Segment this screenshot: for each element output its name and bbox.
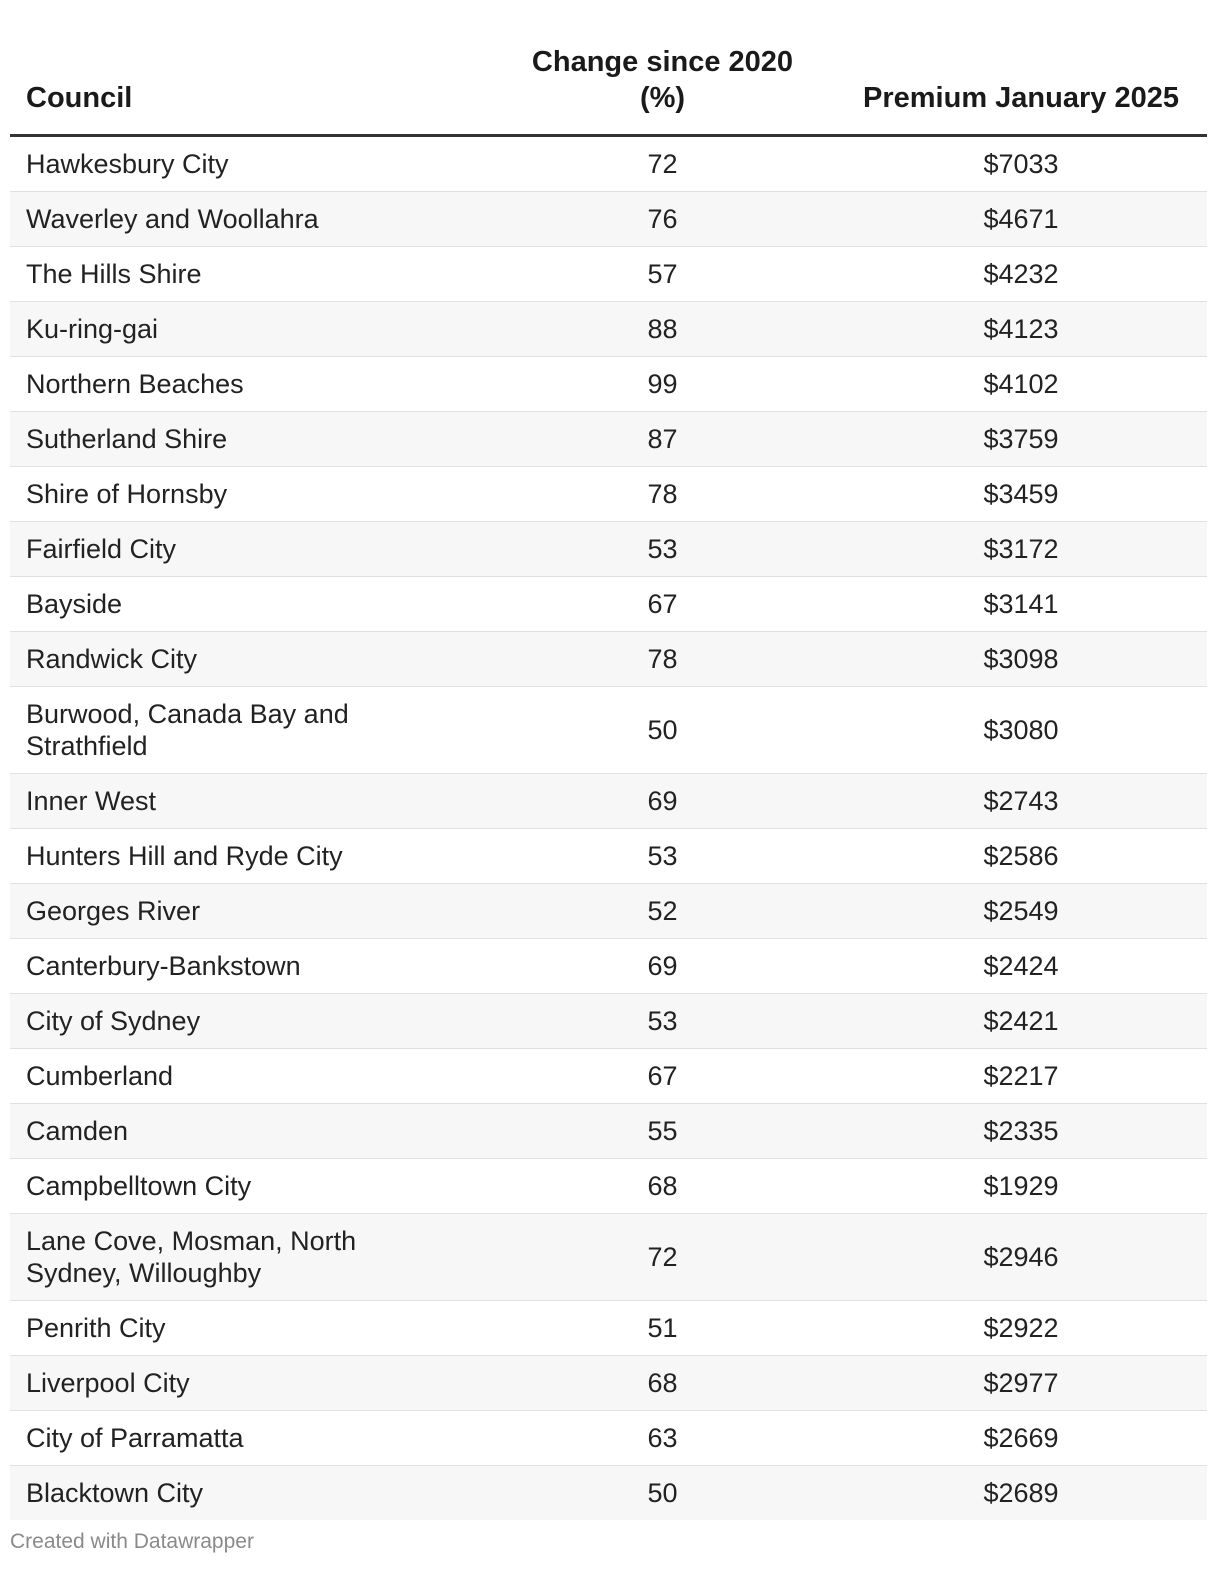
change-cell: 57 — [490, 247, 835, 302]
council-cell: Georges River — [10, 884, 490, 939]
change-cell: 53 — [490, 994, 835, 1049]
table-row — [10, 357, 1207, 412]
premium-cell: $2669 — [835, 1411, 1207, 1466]
table-row — [10, 1356, 1207, 1411]
table-row — [10, 247, 1207, 302]
premium-cell: $2549 — [835, 884, 1207, 939]
premium-cell: $2689 — [835, 1466, 1207, 1521]
change-cell: 76 — [490, 192, 835, 247]
change-cell: 67 — [490, 577, 835, 632]
council-cell: Canterbury-Bankstown — [10, 939, 490, 994]
council-cell: Ku-ring-gai — [10, 302, 490, 357]
change-cell: 52 — [490, 884, 835, 939]
council-cell: Shire of Hornsby — [10, 467, 490, 522]
change-cell: 53 — [490, 522, 835, 577]
premium-cell: $3759 — [835, 412, 1207, 467]
change-cell: 78 — [490, 467, 835, 522]
change-cell: 78 — [490, 632, 835, 687]
council-cell: Randwick City — [10, 632, 490, 687]
change-cell: 69 — [490, 939, 835, 994]
table-row — [10, 192, 1207, 247]
premium-cell: $2922 — [835, 1301, 1207, 1356]
council-cell: Blacktown City — [10, 1466, 490, 1521]
change-cell: 63 — [490, 1411, 835, 1466]
premium-cell: $2743 — [835, 774, 1207, 829]
table-row — [10, 884, 1207, 939]
table-row — [10, 1159, 1207, 1214]
council-premium-table — [10, 40, 1207, 1520]
table-row — [10, 522, 1207, 577]
premium-cell: $3172 — [835, 522, 1207, 577]
table-row — [10, 774, 1207, 829]
table-row — [10, 939, 1207, 994]
council-cell: Burwood, Canada Bay and Strathfield — [10, 687, 490, 774]
council-cell: City of Parramatta — [10, 1411, 490, 1466]
table-row — [10, 994, 1207, 1049]
premium-cell: $3141 — [835, 577, 1207, 632]
change-cell: 67 — [490, 1049, 835, 1104]
data-table-container — [10, 40, 1207, 1520]
column-header-premium[interactable]: Premium January 2025 — [835, 40, 1207, 136]
change-cell: 87 — [490, 412, 835, 467]
council-cell: Camden — [10, 1104, 490, 1159]
change-cell: 55 — [490, 1104, 835, 1159]
change-cell: 68 — [490, 1356, 835, 1411]
table-row — [10, 412, 1207, 467]
premium-cell: $3080 — [835, 687, 1207, 774]
column-header-change[interactable]: Change since 2020 (%) — [490, 40, 835, 136]
premium-cell: $4123 — [835, 302, 1207, 357]
council-cell: Lane Cove, Mosman, North Sydney, Willoughby — [10, 1214, 490, 1301]
table-row — [10, 1411, 1207, 1466]
council-cell: Northern Beaches — [10, 357, 490, 412]
change-cell: 51 — [490, 1301, 835, 1356]
premium-cell: $7033 — [835, 136, 1207, 192]
change-cell: 72 — [490, 1214, 835, 1301]
change-cell: 88 — [490, 302, 835, 357]
council-cell: City of Sydney — [10, 994, 490, 1049]
table-row — [10, 467, 1207, 522]
table-header-row — [10, 40, 1207, 136]
council-cell: Hawkesbury City — [10, 136, 490, 192]
table-body — [10, 136, 1207, 1521]
council-cell: The Hills Shire — [10, 247, 490, 302]
premium-cell: $2977 — [835, 1356, 1207, 1411]
change-cell: 99 — [490, 357, 835, 412]
change-cell: 53 — [490, 829, 835, 884]
premium-cell: $2586 — [835, 829, 1207, 884]
premium-cell: $2946 — [835, 1214, 1207, 1301]
premium-cell: $1929 — [835, 1159, 1207, 1214]
council-cell: Hunters Hill and Ryde City — [10, 829, 490, 884]
council-cell: Bayside — [10, 577, 490, 632]
premium-cell: $2217 — [835, 1049, 1207, 1104]
council-cell: Liverpool City — [10, 1356, 490, 1411]
table-row — [10, 577, 1207, 632]
council-cell: Inner West — [10, 774, 490, 829]
table-row — [10, 302, 1207, 357]
council-cell: Sutherland Shire — [10, 412, 490, 467]
council-cell: Campbelltown City — [10, 1159, 490, 1214]
table-row — [10, 1466, 1207, 1521]
premium-cell: $2335 — [835, 1104, 1207, 1159]
premium-cell: $3098 — [835, 632, 1207, 687]
council-cell: Cumberland — [10, 1049, 490, 1104]
datawrapper-credit[interactable]: Created with Datawrapper — [10, 1530, 254, 1553]
premium-cell: $2424 — [835, 939, 1207, 994]
table-row — [10, 829, 1207, 884]
table-row — [10, 136, 1207, 192]
table-row — [10, 687, 1207, 774]
table-row — [10, 1301, 1207, 1356]
table-row — [10, 1049, 1207, 1104]
premium-cell: $4102 — [835, 357, 1207, 412]
change-cell: 69 — [490, 774, 835, 829]
table-row — [10, 632, 1207, 687]
table-row — [10, 1214, 1207, 1301]
council-cell: Waverley and Woollahra — [10, 192, 490, 247]
premium-cell: $3459 — [835, 467, 1207, 522]
premium-cell: $4232 — [835, 247, 1207, 302]
table-row — [10, 1104, 1207, 1159]
premium-cell: $2421 — [835, 994, 1207, 1049]
council-cell: Fairfield City — [10, 522, 490, 577]
change-cell: 72 — [490, 136, 835, 192]
change-cell: 68 — [490, 1159, 835, 1214]
change-cell: 50 — [490, 687, 835, 774]
column-header-council[interactable]: Council — [10, 40, 490, 136]
change-cell: 50 — [490, 1466, 835, 1521]
council-cell: Penrith City — [10, 1301, 490, 1356]
premium-cell: $4671 — [835, 192, 1207, 247]
